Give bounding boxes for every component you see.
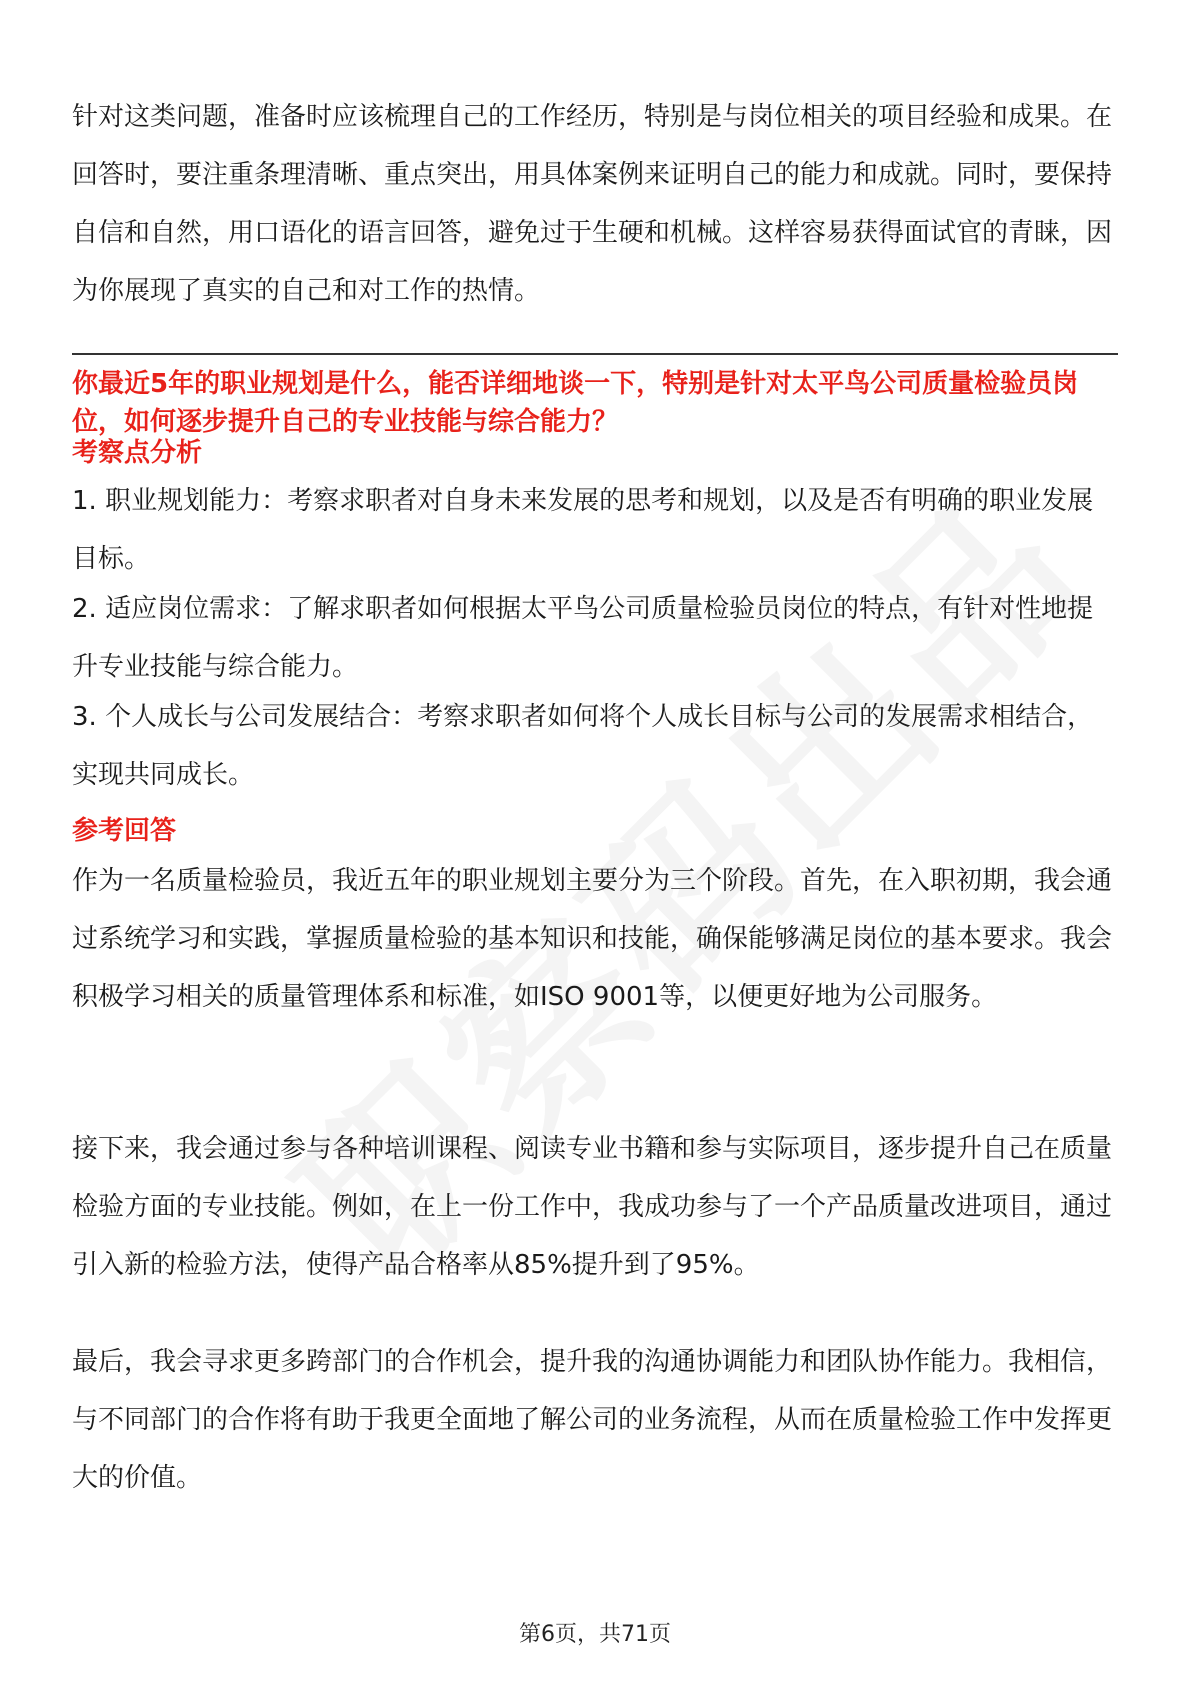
page-number-footer: 第6页，共71页 bbox=[519, 1622, 671, 1647]
intro-paragraph: 针对这类问题，准备时应该梳理自己的工作经历，特别是与岗位相关的项目经验和成果。在回答时，要注重条理清晰、重点突出，用具体案例来证明自己的能力和成就。同时，要保持自信和自然，用口语化的语言回答，避免过于生硬和机械。这样容易获得面试官的青睐，因为你展现了真实的自己和对工作的热情。 bbox=[72, 102, 1113, 306]
analysis-item: 2. 适应岗位需求：了解求职者如何根据太平鸟公司质量检验员岗位的特点，有针对性地提升专业技能与综合能力。 bbox=[72, 594, 1094, 682]
section-divider bbox=[72, 353, 1118, 355]
answer-paragraph: 作为一名质量检验员，我近五年的职业规划主要分为三个阶段。首先，在入职初期，我会通过系统学习和实践，掌握质量检验的基本知识和技能，确保能够满足岗位的基本要求。我会积极学习相关的质量管理体系和标准，如ISO 9001等，以便更好地为公司服务。 bbox=[72, 866, 1113, 1012]
analysis-heading: 考察点分析 bbox=[72, 438, 203, 468]
analysis-item: 1. 职业规划能力：考察求职者对自身未来发展的思考和规划，以及是否有明确的职业发展目标。 bbox=[72, 486, 1094, 574]
answer-paragraph: 最后，我会寻求更多跨部门的合作机会，提升我的沟通协调能力和团队协作能力。我相信，与不同部门的合作将有助于我更全面地了解公司的业务流程，从而在质量检验工作中发挥更大的价值。 bbox=[72, 1347, 1113, 1493]
answer-paragraph: 接下来，我会通过参与各种培训课程、阅读专业书籍和参与实际项目，逐步提升自己在质量检验方面的专业技能。例如，在上一份工作中，我成功参与了一个产品质量改进项目，通过引入新的检验方法，使得产品合格率从85%提升到了95%。 bbox=[72, 1134, 1113, 1280]
analysis-item: 3. 个人成长与公司发展结合：考察求职者如何将个人成长目标与公司的发展需求相结合，实现共同成长。 bbox=[72, 702, 1094, 790]
answer-heading: 参考回答 bbox=[72, 816, 177, 846]
question-title: 你最近5年的职业规划是什么，能否详细地谈一下，特别是针对太平鸟公司质量检验员岗位，如何逐步提升自己的专业技能与综合能力？ bbox=[72, 369, 1079, 437]
